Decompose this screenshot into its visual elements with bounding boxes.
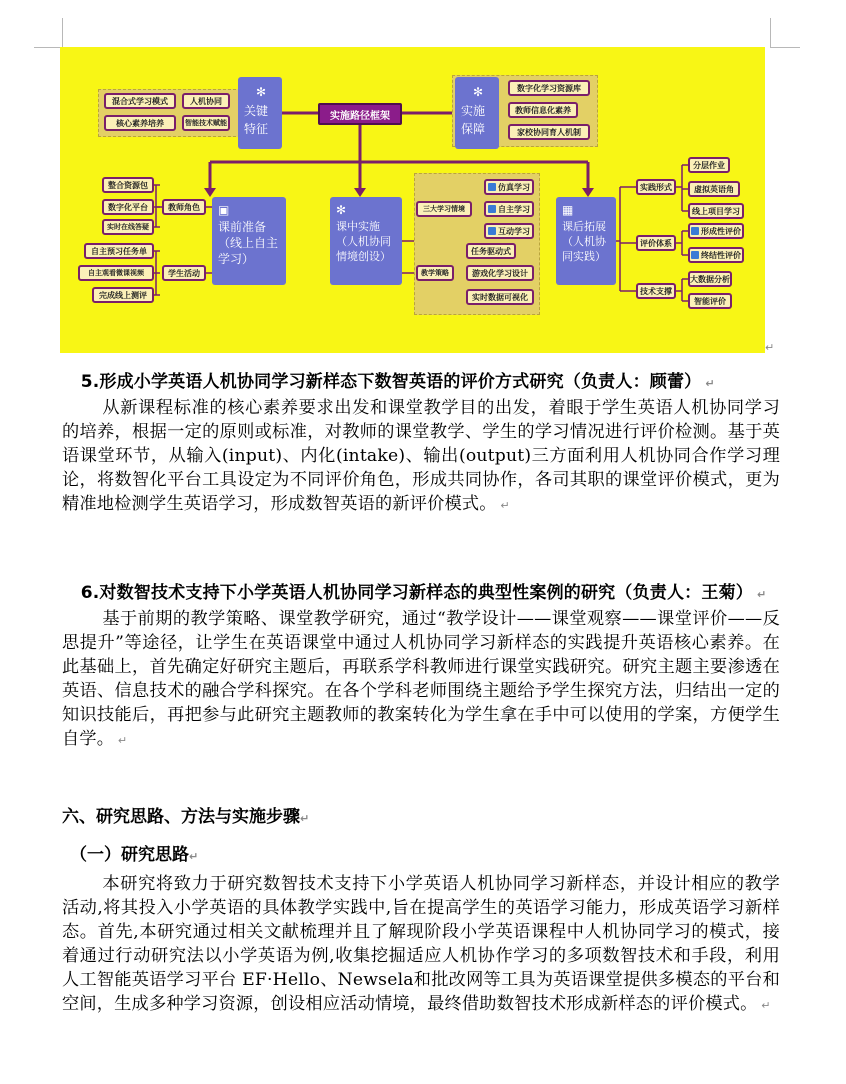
paragraph-mark: ↵ [765,341,775,354]
node-online-test: 完成线上测评 [92,287,154,303]
node-formative-eval: 形成性评价 [688,223,744,239]
summative-icon [691,251,699,259]
node-summative-eval: 终结性评价 [688,247,744,263]
node-blended-learning: 混合式学习模式 [104,93,176,109]
crop-mark-top-right-h [770,47,800,48]
node-online-qa: 实时在线答疑 [102,219,154,235]
node-practice-form: 实践形式 [636,179,676,195]
node-data-visual: 实时数据可视化 [466,289,534,305]
heading-5: 5.形成小学英语人机协同学习新样态下数智英语的评价方式研究（负责人：顾蕾） ↵ [80,372,715,392]
hub-in-class: ✻ 课中实施（人机协同情境创设） [330,197,402,285]
section-5 [62,370,780,518]
node-three-contexts: 三大学习情境 [416,201,472,217]
node-autonomous: 自主学习 [484,201,534,217]
node-resource-pack: 整合资源包 [102,177,154,193]
node-preview-task: 自主预习任务单 [84,243,154,259]
hub-post-class: ▦ 课后拓展（人机协同实践） [556,197,616,285]
node-human-machine: 人机协同 [182,93,230,109]
hub-key-features: ✻ 关键特征 [238,77,282,149]
node-teacher-role: 教师角色 [162,199,206,215]
subsection-heading-1: （一）研究思路↵ [70,845,199,865]
node-smart-eval: 智能评价 [688,293,732,309]
paragraph-6: 基于前期的教学策略、课堂教学研究，通过“教学设计——课堂观察——课堂评价——反思提升”等途径，让学生在英语课堂中通过人机协同学习新样态的实践提升英语核心素养。在此基础上，首先确定好研究主题后，再联系学科教师进行课堂实践研究。研究主题主要渗透在英语、信息技术的融合学科探究。在各个学科老师围绕主题给予学生探究方法，归结出一定的知识技能后，再把参与此研究主题教师的教案转化为学生拿在手中可以使用的学案，方便学生自学。 ↵ [62,609,780,749]
node-core-literacy: 核心素养培养 [104,115,176,131]
briefcase-icon: ▣ [218,203,230,217]
gear-icon: ✻ [336,203,347,217]
paragraph-5: 从新课程标准的核心素养要求出发和课堂教学目的出发，着眼于学生英语人机协同学习的培养，根据一定的原则或标准，对教师的课堂教学、学生的学习情况进行评价检测。基于英语课堂环节，从输入(input)、内化(intake)、输出(output)三方面利用人机协同合作学习理论，将数智化平台工具设定为不同评价角色，形成共同协作，各司其职的课堂评价模式，更为精准地检测学生英语学习，形成数智英语的新评价模式。 ↵ [62,398,780,514]
node-evaluation-system: 评价体系 [636,235,676,251]
node-teaching-strategy: 教学策略 [416,265,454,281]
building-icon: ▦ [562,203,574,217]
crop-mark-top-left-h [34,47,62,48]
interactive-icon [488,227,496,235]
paragraph-research-idea: 本研究将致力于研究数智技术支持下小学英语人机协同学习新样态，并设计相应的教学活动,将其投入小学英语的具体教学实践中,旨在提高学生的英语学习能力，形成英语学习新样态。首先,本研究通过相关文献梳理并且了解现阶段小学英语课程中人机协同学习的模式，接着通过行动研究法以小学英语为例,收集挖掘适应人机协作学习的多项数智技术和手段，利用人工智能英语学习平台 EF·Hello、Newsela和批改网等工具为英语课堂提供多模态的平台和空间，生成多种学习资源，创设相应活动情境，最终借助数智技术形成新样态的评价模式。 ↵ [62,874,780,1014]
framework-title: 实施路径框架 [318,103,402,125]
gear-icon: ✻ [472,85,484,99]
node-student-activity: 学生活动 [162,265,206,281]
formative-icon [691,227,699,235]
node-task-driven: 任务驱动式 [466,243,516,259]
node-smart-tech: 智能技术赋能 [182,115,230,131]
heading-6: 6.对数智技术支持下小学英语人机协同学习新样态的典型性案例的研究（负责人：王菊） ↵ [80,583,767,603]
node-interactive: 互动学习 [484,223,534,239]
node-simulation: 仿真学习 [484,179,534,195]
node-watch-microlesson: 自主观看微课视频 [78,265,154,281]
implementation-framework-diagram [60,47,765,353]
simulation-icon [488,183,496,191]
node-big-data: 大数据分析 [688,271,732,287]
node-layered-homework: 分层作业 [688,157,730,173]
node-digital-resources: 数字化学习资源库 [508,80,590,96]
crop-mark-top-left-v [62,18,63,47]
node-online-project: 线上项目学习 [688,203,744,219]
hub-guarantee: ✻ 实施保障 [455,77,499,149]
node-digital-platform: 数字化平台 [102,199,154,215]
node-virtual-english-corner: 虚拟英语角 [688,181,740,197]
node-home-school: 家校协同育人机制 [508,124,590,140]
hub-pre-class: ▣ 课前准备（线上自主学习） [212,197,286,285]
node-tech-support: 技术支撑 [636,283,676,299]
node-gamified: 游戏化学习设计 [466,265,534,281]
gear-icon: ✻ [255,85,267,99]
node-teacher-info-literacy: 教师信息化素养 [508,102,578,118]
section-heading-6: 六、研究思路、方法与实施步骤↵ [62,807,310,827]
autonomous-icon [488,205,496,213]
section-research-idea [62,872,780,1018]
crop-mark-top-right-v [770,18,771,47]
section-6 [62,581,780,753]
